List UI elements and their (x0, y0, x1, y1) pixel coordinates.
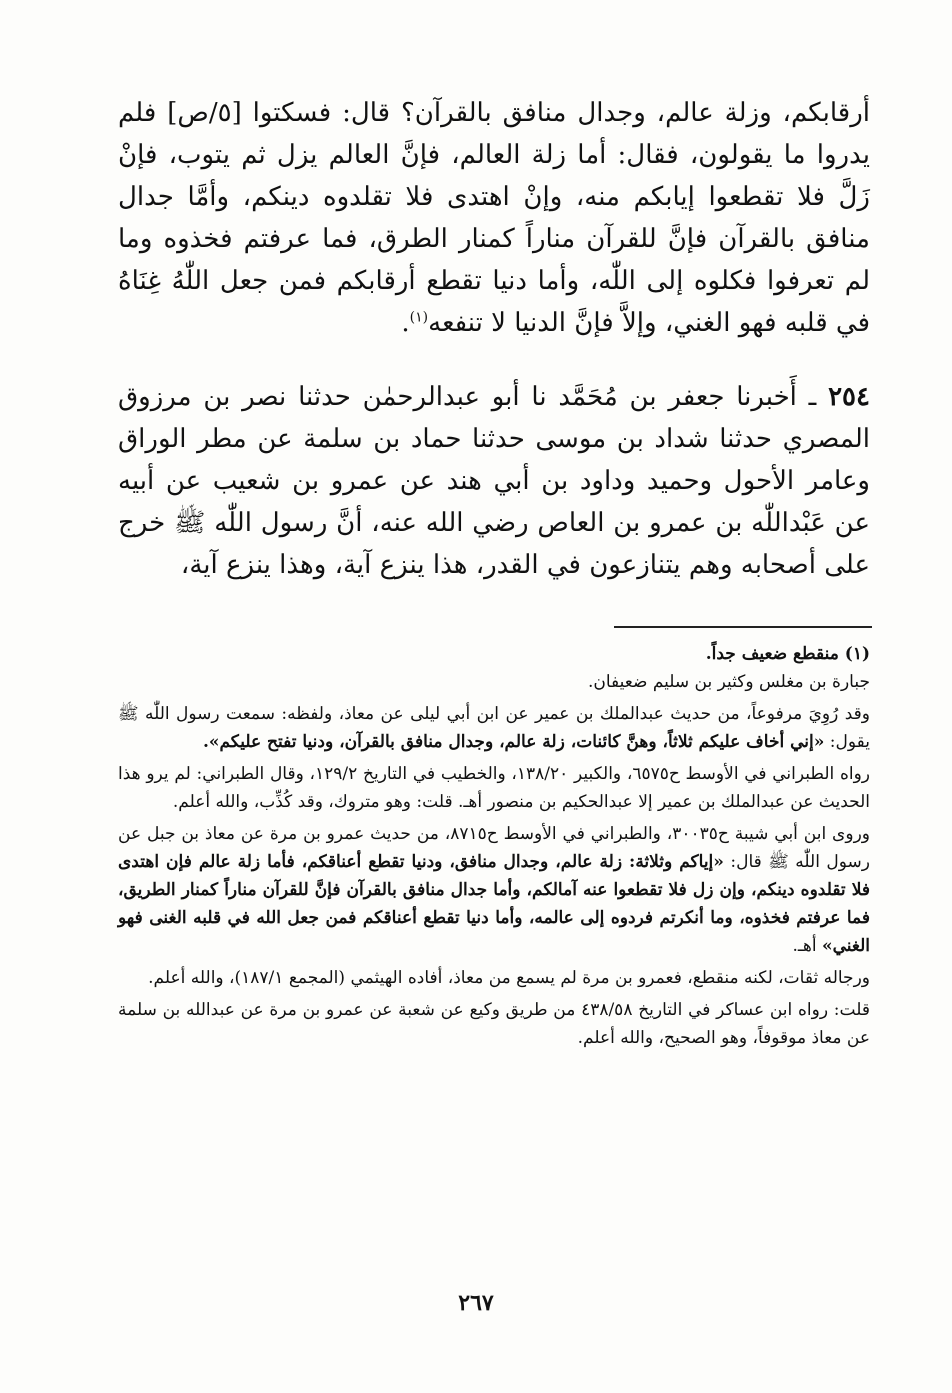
footnote-1-para-2-text: وقد رُوِيَ مرفوعاً، من حديث عبدالملك بن عمير عن ابن أبي ليلى عن معاذ، ولفظه: سمعت رسول اللّٰه ﷺ يقول: (118, 704, 870, 752)
footnote-1-heading: (١) منقطع ضعيف جداً. (705, 644, 870, 664)
hadith-number: ٢٥٤ (828, 382, 870, 412)
paragraph-gap (118, 344, 870, 376)
footnote-1-para-2-hadith: «إني أخاف عليكم ثلاثاً، وهنَّ كائنات، زلة عالم، وجدال منافق بالقرآن، ودنيا تفتح عليكم». (202, 732, 825, 752)
footnote-1-para-2 (118, 700, 870, 756)
footnote-1-para-3: رواه الطبراني في الأوسط ح٦٥٧٥، والكبير ١٣٨/٢٠، والخطيب في التاريخ ١٢٩/٢، وقال الطبراني: لم يرو هذا الحديث عن عبدالملك بن عمير إلا عبدالحكيم بن منصور أهـ. قلت: وهو متروك، وقد كُذِّب، والله أعلم. (118, 764, 870, 812)
main-paragraph-2 (118, 376, 870, 586)
main-paragraph-1 (118, 92, 870, 344)
main-paragraph-1-end: . (401, 308, 410, 338)
main-text-block (118, 92, 870, 586)
page-number: ٢٦٧ (458, 1290, 494, 1316)
footnote-1-para-4-hadith: «إياكم وثلاثة: زلة عالم، وجدال منافق، ودنيا تقطع أعناقكم، فأما زلة عالم فإن اهتدى فلا تقلدوه دينكم، وإن زل فلا تقطعوا عنه آمالكم، وأما جدال منافق بالقرآن فإنَّ للقرآن مناراً كمنار الطريق، فما عرفتم فخذوه، وما أنكرتم فردوه إلى عالمه، وأما دنيا تقطع أعناقكم فمن جعل الله في قلبه الغنى فهو الغني» (118, 852, 870, 956)
footnote-1-para-4 (118, 820, 870, 960)
footnote-1-para-4-end: أهـ. (792, 936, 822, 956)
footnote-divider (614, 626, 872, 628)
footnote-1-line-1: جبارة بن مغلس وكثير بن سليم ضعيفان. (587, 672, 870, 692)
footnote-1-para-4-text: وروى ابن أبي شيبة ح٣٠٠٣٥، والطبراني في الأوسط ح٨٧١٥، من حديث عمرو بن مرة عن معاذ بن جبل عن رسول اللّٰه ﷺ قال: (118, 824, 870, 872)
footnotes-block (118, 640, 870, 1052)
footnote-1-para-6: قلت: رواه ابن عساكر في التاريخ ٤٣٨/٥٨ من طريق وكيع عن شعبة عن عمرو بن مرة عن عبدالله بن سلمة عن معاذ موقوفاً، وهو الصحيح، والله أعلم. (118, 1000, 870, 1048)
footnote-marker: (١) (409, 309, 429, 326)
main-paragraph-2-text: ـ أَخبرنا جعفر بن مُحَمَّد نا أبو عبدالرحمٰن حدثنا نصر بن مرزوق المصري حدثنا شداد بن موسى حدثنا حماد بن سلمة عن مطر الوراق وعامر الأحول وحميد وداود بن أبي هند عن عمرو بن شعيب عن أبيه عن عَبْداللّٰه بن عمرو بن العاص رضي الله عنه، أنَّ رسول اللّٰه ﷺ خرج على أصحابه وهم يتنازعون في القدر، هذا ينزع آية، وهذا ينزع آية، (118, 382, 870, 580)
footnote-1-para-5: ورجاله ثقات، لكنه منقطع، فعمرو بن مرة لم يسمع من معاذ، أفاده الهيثمي (المجمع ١٨٧/١)، والله أعلم. (148, 968, 870, 988)
main-paragraph-1-text: أرقابكم، وزلة عالم، وجدال منافق بالقرآن؟ قال: فسكتوا [٥/ص] فلم يدروا ما يقولون، فقال: أما زلة العالم، فإنَّ العالم يزل ثم يتوب، فإنْ زَلَّ فلا تقطعوا إيابكم منه، وإنْ اهتدى فلا تقلدوه دينكم، وأمَّا جدال منافق بالقرآن فإنَّ للقرآن مناراً كمنار الطرق، فما عرفتم فخذوه وما لم تعرفوا فكلوه إلى اللّٰه، وأما دنيا تقطع أرقابكم فمن جعل اللّٰهُ غِنَاهُ في قلبه فهو الغني، وإلاَّ فإنَّ الدنيا لا تنفعه (118, 98, 870, 338)
